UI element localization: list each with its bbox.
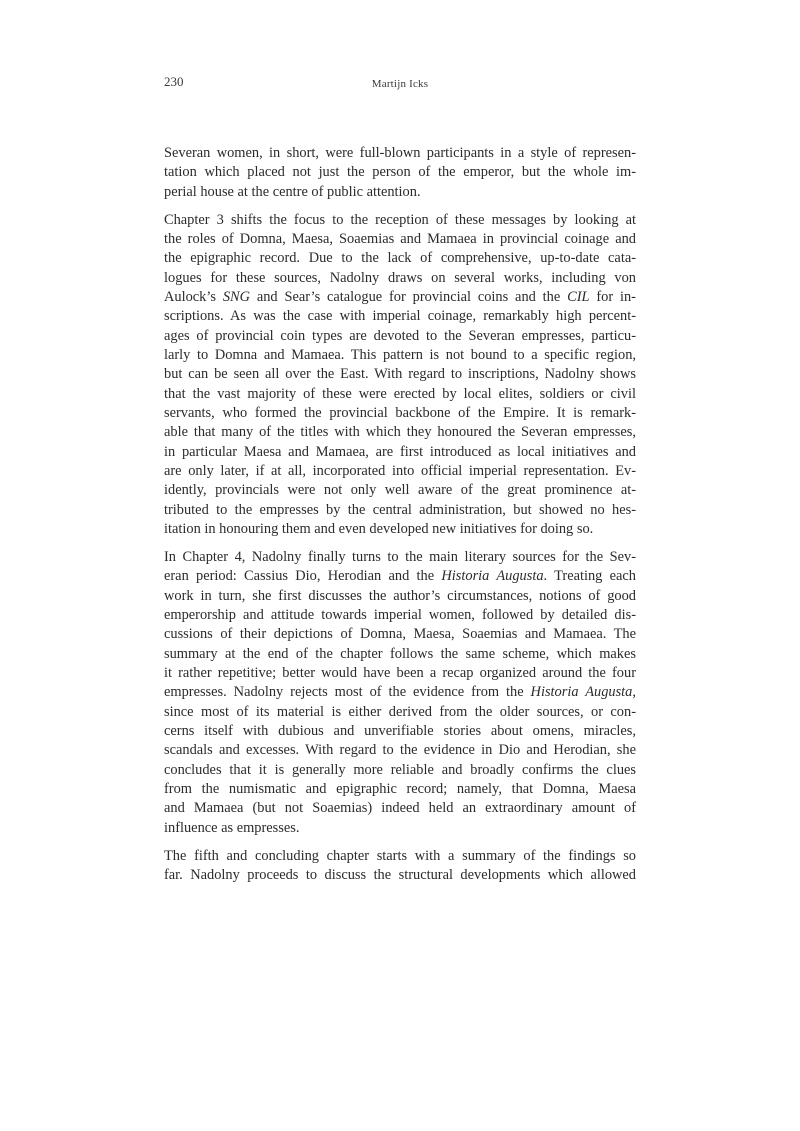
text-line: ages of provincial coin types are devoted to the Severan empresses, particu- [164, 327, 636, 344]
text-line: but can be seen all over the East. With regard to inscriptions, Nadolny shows [164, 366, 636, 383]
text-line: scandals and excesses. With regard to the evidence in Dio and Herodian, she [164, 742, 636, 759]
text-line: idently, provincials were not only well aware of the great prominence at- [164, 482, 636, 499]
text-line: logues for these sources, Nadolny draws on several works, including von [164, 269, 636, 286]
text-line: it rather repetitive; better would have been a recap organized around the four [164, 664, 636, 681]
text-line: and Mamaea (but not Soaemias) indeed held an extraordinary amount of [164, 800, 636, 817]
text-line: that the vast majority of these were erected by local elites, soldiers or civil [164, 385, 636, 402]
text-line: scriptions. As was the case with imperial coinage, remarkably high percent- [164, 308, 636, 325]
text-line: servants, who formed the provincial backbone of the Empire. It is remark- [164, 404, 636, 421]
running-head-author: Martijn Icks [371, 78, 429, 90]
italic-title: Historia Augusta [530, 684, 633, 701]
text-line: from the numismatic and epigraphic record; namely, that Domna, Maesa [164, 781, 636, 797]
text-line: In Chapter 4, Nadolny finally turns to the main literary sources for the Sev- [164, 548, 636, 565]
text-line: itation in honouring them and even developed new initiatives for doing so. [164, 521, 594, 538]
text-line: larly to Domna and Mamaea. This pattern is not bound to a specific region, [164, 346, 636, 363]
text-line: influence as empresses. [164, 819, 300, 836]
text-line: summary at the end of the chapter follows the same scheme, which makes [164, 645, 636, 662]
paragraph [164, 847, 636, 886]
text-line: Severan women, in short, were full-blown participants in a style of represen- [164, 145, 636, 161]
text-line: concludes that it is generally more reliable and broadly confirms the clues [164, 761, 636, 778]
text-line: far. Nadolny proceeds to discuss the structural developments which allowed [164, 866, 636, 883]
paragraph [164, 211, 636, 540]
text-line: cerns itself with dubious and unverifiable stories about omens, miracles, [164, 722, 636, 739]
text-line: cussions of their depictions of Domna, Maesa, Soaemias and Mamaea. The [164, 626, 636, 643]
italic-title: CIL [567, 288, 590, 305]
text-line: Aulock’s SNG and Sear’s catalogue for provincial coins and the CIL for in- [164, 288, 636, 305]
text-line: Chapter 3 shifts the focus to the reception of these messages by looking at [164, 211, 636, 228]
page-number: 230 [164, 74, 184, 89]
text-line: able that many of the titles with which they honoured the Severan empresses, [164, 424, 636, 441]
text-line: perial house at the centre of public attention. [164, 183, 421, 200]
text-line: eran period: Cassius Dio, Herodian and the Historia Augusta. Treating each [164, 568, 636, 585]
italic-title: SNG [222, 288, 250, 305]
text-line: since most of its material is either derived from the older sources, or con- [164, 703, 636, 720]
body-text [164, 144, 636, 894]
paragraph [164, 548, 636, 838]
text-line: The fifth and concluding chapter starts with a summary of the findings so [164, 847, 636, 864]
text-line: the epigraphic record. Due to the lack of comprehensive, up-to-date cata- [164, 250, 636, 267]
text-line: the roles of Domna, Maesa, Soaemias and Mamaea in provincial coinage and [164, 230, 636, 247]
text-line: in particular Maesa and Mamaea, are first introduced as local initiatives and [164, 443, 636, 460]
text-line: tation which placed not just the person of the emperor, but the whole im- [164, 164, 636, 181]
text-line: emperorship and attitude towards imperial women, followed by detailed dis- [164, 606, 636, 623]
paragraph [164, 144, 636, 202]
italic-title: Historia Augusta [441, 568, 544, 585]
text-line: are only later, if at all, incorporated into official imperial representation. Ev- [164, 463, 636, 479]
text-line: empresses. Nadolny rejects most of the evidence from the Historia Augusta, [164, 684, 636, 701]
text-line: tributed to the empresses by the central administration, but showed no hes- [164, 501, 636, 518]
text-line: work in turn, she first discusses the author’s circumstances, notions of good [164, 587, 636, 604]
